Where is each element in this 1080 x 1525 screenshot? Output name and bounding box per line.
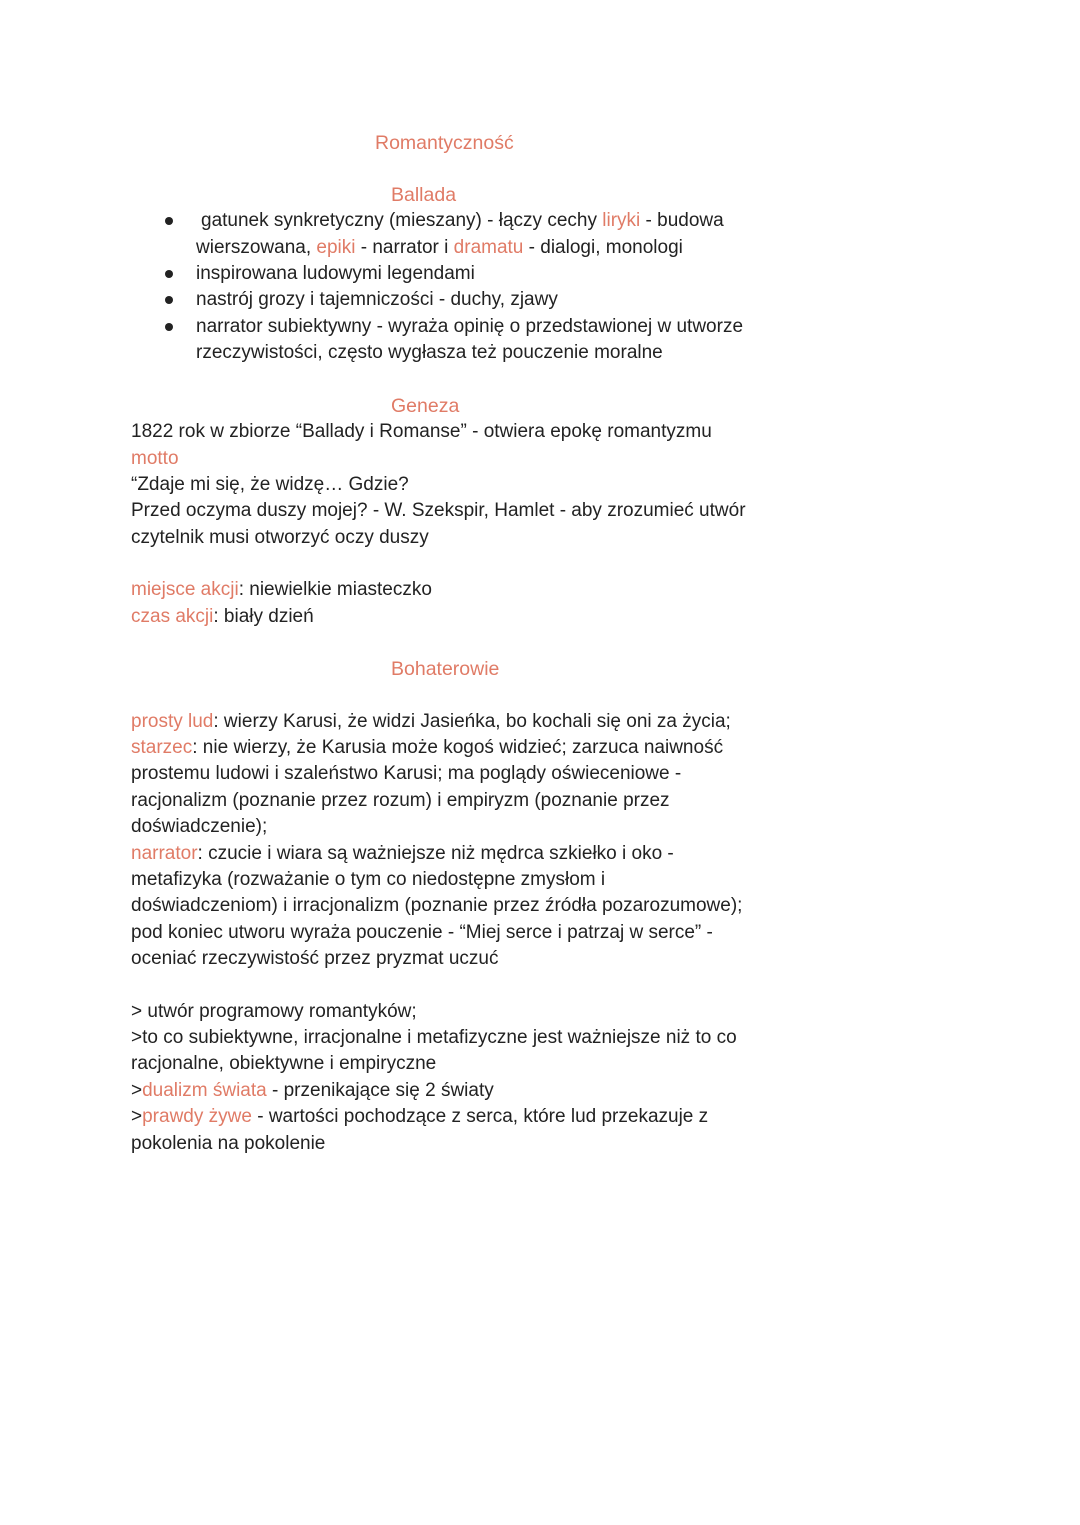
motto-line: czytelnik musi otworzyć oczy duszy [131, 527, 429, 548]
section-heading-bohaterowie: Bohaterowie [391, 658, 500, 680]
summary-line: > utwór programowy romantyków; [131, 1001, 417, 1022]
motto-line: “Zdaje mi się, że widzę… Gdzie? [131, 474, 409, 495]
character-lud: prosty lud: wierzy Karusi, że widzi Jasieńka, bo kochali się oni za życia; [131, 711, 731, 732]
bullet-item-genre-continued: wierszowana, epiki - narrator i dramatu - dialogi, monologi [196, 237, 683, 258]
bullet-icon [165, 323, 173, 331]
character-narrator-continued: doświadczeniom) i irracjonalizm (poznanie przez źródła pozarozumowe); [131, 895, 743, 916]
bullet-item-genre: gatunek synkretyczny (mieszany) - łączy cechy liryki - budowa [201, 210, 724, 231]
character-narrator-continued: pod koniec utworu wyraża pouczenie - “Miej serce i patrzaj w serce” - [131, 922, 713, 943]
character-narrator-continued: metafizyka (rozważanie o tym co niedostępne zmysłom i [131, 869, 606, 890]
setting-time: czas akcji: biały dzień [131, 606, 314, 627]
character-starzec-continued: prostemu ludowi i szaleństwo Karusi; ma poglądy oświeceniowe - [131, 763, 682, 784]
bullet-item-narrator: narrator subiektywny - wyraża opinię o przedstawionej w utworze [196, 316, 744, 337]
page-title: Romantyczność [375, 132, 514, 154]
section-heading-geneza: Geneza [391, 395, 460, 417]
setting-place: miejsce akcji: niewielkie miasteczko [131, 579, 432, 600]
character-narrator-continued: oceniać rzeczywistość przez pryzmat uczuć [131, 948, 499, 969]
bullet-item-mood: nastrój grozy i tajemniczości - duchy, zjawy [196, 289, 558, 310]
summary-living-truths: >prawdy żywe - wartości pochodzące z serca, które lud przekazuje z [131, 1106, 709, 1127]
summary-dualism: >dualizm świata - przenikające się 2 światy [131, 1080, 494, 1101]
character-starzec-continued: doświadczenie); [131, 816, 268, 837]
bullet-icon [165, 296, 173, 304]
character-starzec-continued: racjonalizm (poznanie przez rozum) i empiryzm (poznanie przez [131, 790, 670, 811]
summary-line: pokolenia na pokolenie [131, 1133, 326, 1154]
character-narrator: narrator: czucie i wiara są ważniejsze niż mędrca szkiełko i oko - [131, 843, 674, 864]
geneza-line: 1822 rok w zbiorze “Ballady i Romanse” - otwiera epokę romantyzmu [131, 421, 712, 442]
summary-line: >to co subiektywne, irracjonalne i metafizyczne jest ważniejsze niż to co [131, 1027, 737, 1048]
summary-line: racjonalne, obiektywne i empiryczne [131, 1053, 437, 1074]
bullet-item-legends: inspirowana ludowymi legendami [196, 263, 475, 284]
motto-label: motto [131, 448, 179, 469]
bullet-icon [165, 270, 173, 278]
highlight-dramatu: dramatu [453, 237, 524, 258]
highlight-epiki: epiki [316, 237, 356, 258]
motto-line: Przed oczyma duszy mojej? - W. Szekspir, Hamlet - aby zrozumieć utwór [131, 500, 746, 521]
highlight-liryki: liryki [602, 210, 641, 231]
character-starzec: starzec: nie wierzy, że Karusia może kogoś widzieć; zarzuca naiwność [131, 737, 724, 758]
section-heading-ballada: Ballada [391, 184, 457, 206]
bullet-item-narrator-continued: rzeczywistości, często wygłasza też pouczenie moralne [196, 342, 663, 363]
bullet-icon [165, 217, 173, 225]
